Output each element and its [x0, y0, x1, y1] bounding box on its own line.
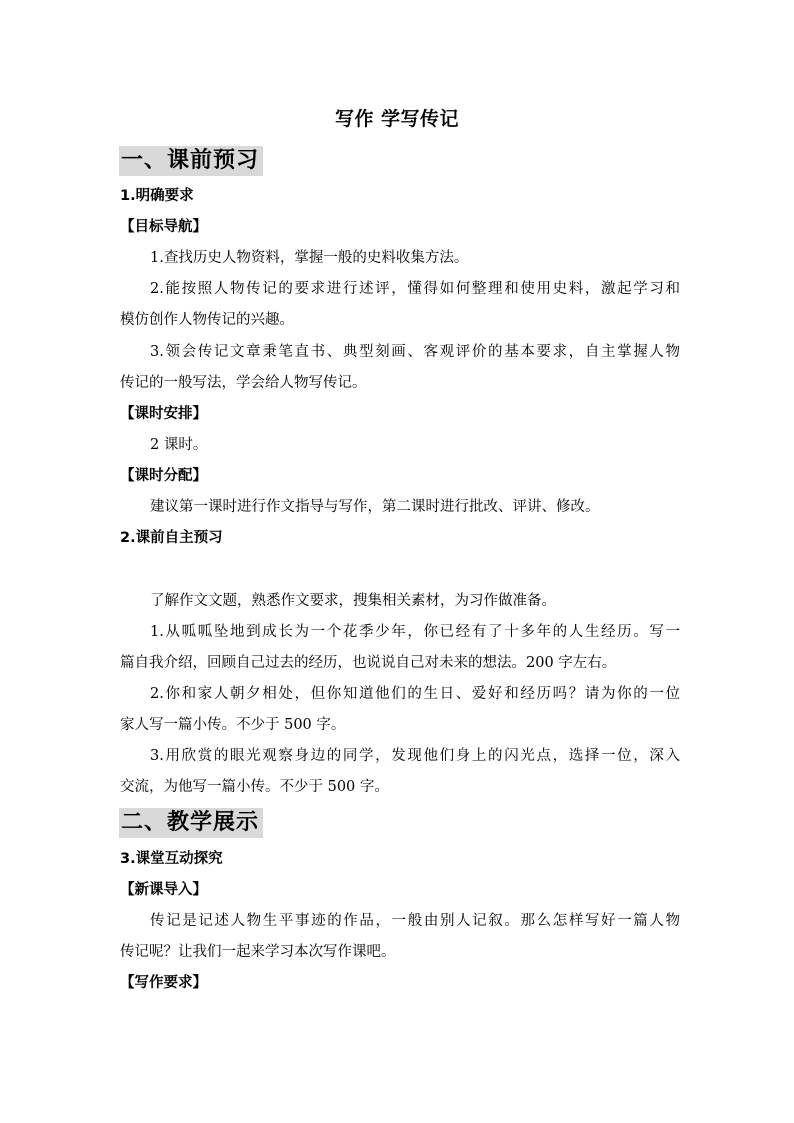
preview-item-3-line-1: 3.用欣赏的眼光观察身边的同学，发现他们身上的闪光点，选择一位，深入 — [150, 748, 680, 764]
subheading-self-preview: 2.课前自主预习 — [120, 530, 223, 546]
preview-item-1-line-1: 1.从呱呱坠地到成长为一个花季少年，你已经有了十多年的人生经历。写一 — [150, 624, 680, 640]
goal-item-3-line-1: 3.领会传记文章秉笔直书、典型刻画、客观评价的基本要求，自主掌握人物 — [150, 344, 680, 360]
goal-item-1: 1.查找历史人物资料，掌握一般的史料收集方法。 — [150, 250, 469, 266]
preview-item-2-line-2: 家人写一篇小传。不少于 500 字。 — [120, 717, 346, 733]
lesson-intro-line-2: 传记呢？让我们一起来学习本次写作课吧。 — [120, 944, 396, 960]
section-heading-preview: 一、课前预习 — [119, 146, 263, 176]
goal-item-2-line-2: 模仿创作人物传记的兴趣。 — [120, 312, 294, 328]
label-writing-requirements: 【写作要求】 — [120, 975, 207, 991]
goal-item-2-line-1: 2.能按照人物传记的要求进行述评，懂得如何整理和使用史料，激起学习和 — [150, 281, 680, 297]
subheading-classroom-inquiry: 3.课堂互动探究 — [120, 851, 223, 867]
lesson-intro-line-1: 传记是记述人物生平事迹的作品，一般由别人记叙。那么怎样写好一篇人物 — [150, 913, 680, 929]
preview-item-1-line-2: 篇自我介绍，回顾自己过去的经历，也说说自己对未来的想法。200 字左右。 — [120, 655, 617, 671]
goal-item-3-line-2: 传记的一般写法，学会给人物写传记。 — [120, 375, 367, 391]
document-title: 写作 学写传记 — [334, 108, 460, 130]
class-schedule-text: 2 课时。 — [150, 437, 208, 453]
preview-paragraph-intro: 了解作文文题，熟悉作文要求，搜集相关素材，为习作做准备。 — [150, 593, 556, 609]
label-lesson-intro: 【新课导入】 — [120, 882, 207, 898]
class-allocation-text: 建议第一课时进行作文指导与写作，第二课时进行批改、评讲、修改。 — [150, 499, 600, 515]
subheading-requirements: 1.明确要求 — [120, 188, 194, 204]
label-goal-navigation: 【目标导航】 — [120, 219, 207, 235]
preview-item-2-line-1: 2.你和家人朝夕相处，但你知道他们的生日、爱好和经历吗？请为你的一位 — [150, 686, 680, 702]
section-heading-teaching: 二、教学展示 — [119, 808, 263, 838]
label-class-schedule: 【课时安排】 — [120, 406, 207, 422]
label-class-allocation: 【课时分配】 — [120, 468, 207, 484]
preview-item-3-line-2: 交流，为他写一篇小传。不少于 500 字。 — [120, 779, 389, 795]
